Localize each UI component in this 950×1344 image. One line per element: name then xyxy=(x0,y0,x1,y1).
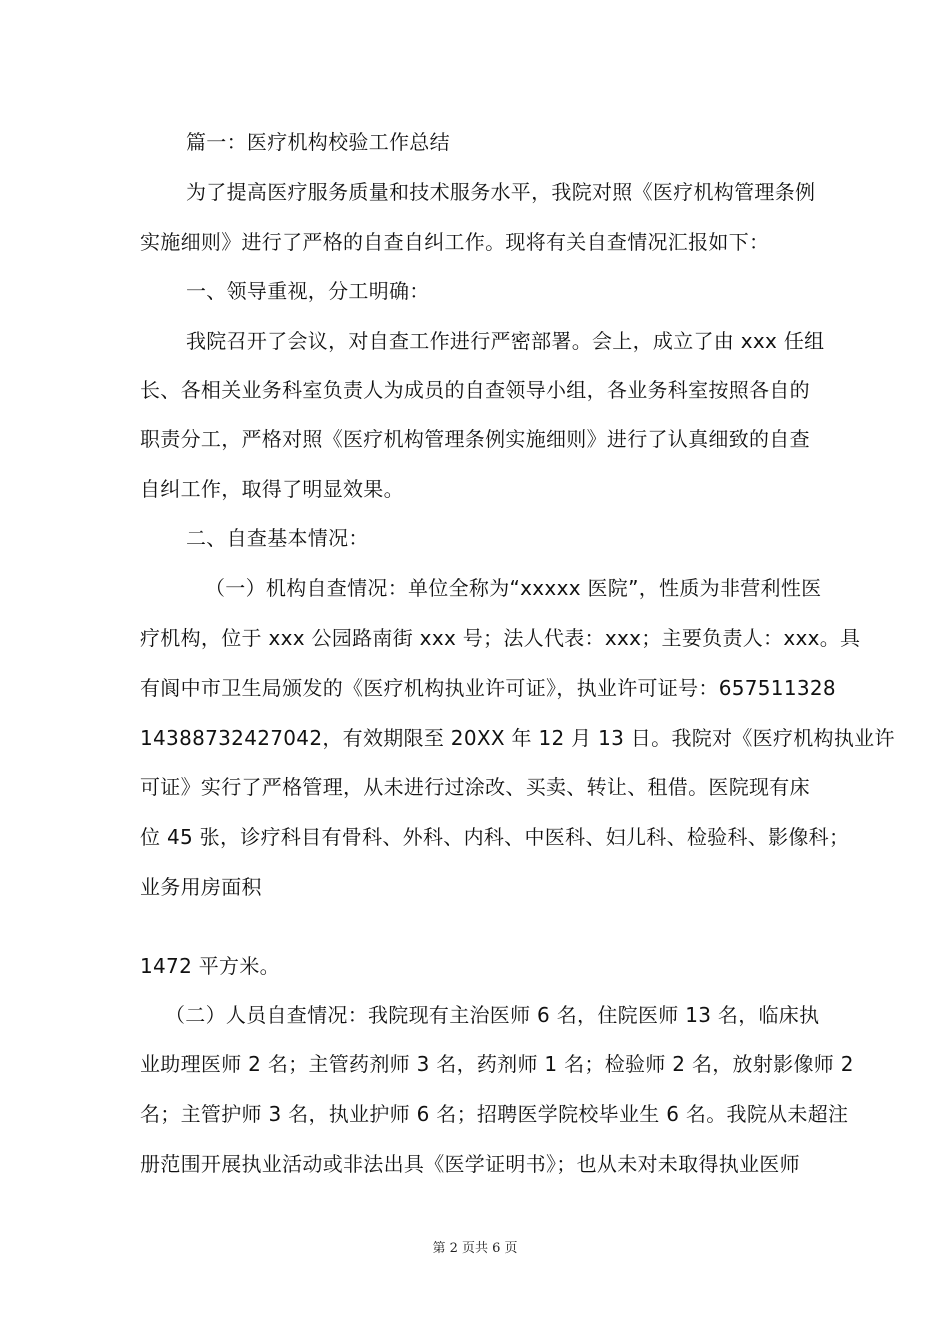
paragraph-line: 位 45 张，诊疗科目有骨科、外科、内科、中医科、妇儿科、检验科、影像科； xyxy=(140,825,850,849)
paragraph-line: 职责分工，严格对照《医疗机构管理条例实施细则》进行了认真细致的自查 xyxy=(140,427,810,451)
paragraph-line: 1472 平方米。 xyxy=(140,954,280,978)
section-heading: 一、领导重视，分工明确： xyxy=(186,279,430,303)
paragraph-line: （一）机构自查情况：单位全称为“xxxxx 医院”，性质为非营利性医 xyxy=(205,576,822,600)
paragraph-line: 实施细则》进行了严格的自查自纠工作。现将有关自查情况汇报如下： xyxy=(140,230,770,254)
paragraph-line: 长、各相关业务科室负责人为成员的自查领导小组，各业务科室按照各自的 xyxy=(140,378,810,402)
paragraph-line: 自纠工作，取得了明显效果。 xyxy=(140,477,404,501)
paragraph-line: 可证》实行了严格管理，从未进行过涂改、买卖、转让、租借。医院现有床 xyxy=(140,775,810,799)
paragraph-line: 业助理医师 2 名；主管药剂师 3 名，药剂师 1 名；检验师 2 名，放射影像师 2 xyxy=(140,1052,854,1076)
paragraph-line: 为了提高医疗服务质量和技术服务水平，我院对照《医疗机构管理条例 xyxy=(186,180,816,204)
paragraph-line: 册范围开展执业活动或非法出具《医学证明书》；也从未对未取得执业医师 xyxy=(140,1152,800,1176)
section-title: 篇一：医疗机构校验工作总结 xyxy=(186,130,450,154)
paragraph-line: 业务用房面积 xyxy=(140,875,262,899)
paragraph-line: 我院召开了会议，对自查工作进行严密部署。会上，成立了由 xxx 任组 xyxy=(186,329,825,353)
paragraph-line: 疗机构，位于 xxx 公园路南街 xxx 号；法人代表：xxx；主要负责人：xxx。具 xyxy=(140,626,861,650)
section-heading: 二、自查基本情况： xyxy=(186,526,369,550)
paragraph-line: （二）人员自查情况：我院现有主治医师 6 名，住院医师 13 名，临床执 xyxy=(165,1003,820,1027)
page-number-footer: 第 2 页共 6 页 xyxy=(432,1241,518,1256)
paragraph-line: 14388732427042，有效期限至 20XX 年 12 月 13 日。我院对《医疗机构执业许 xyxy=(140,726,895,750)
paragraph-line: 名；主管护师 3 名，执业护师 6 名；招聘医学院校毕业生 6 名。我院从未超注 xyxy=(140,1102,849,1126)
paragraph-line: 有阆中市卫生局颁发的《医疗机构执业许可证》，执业许可证号：657511328 xyxy=(140,676,836,700)
